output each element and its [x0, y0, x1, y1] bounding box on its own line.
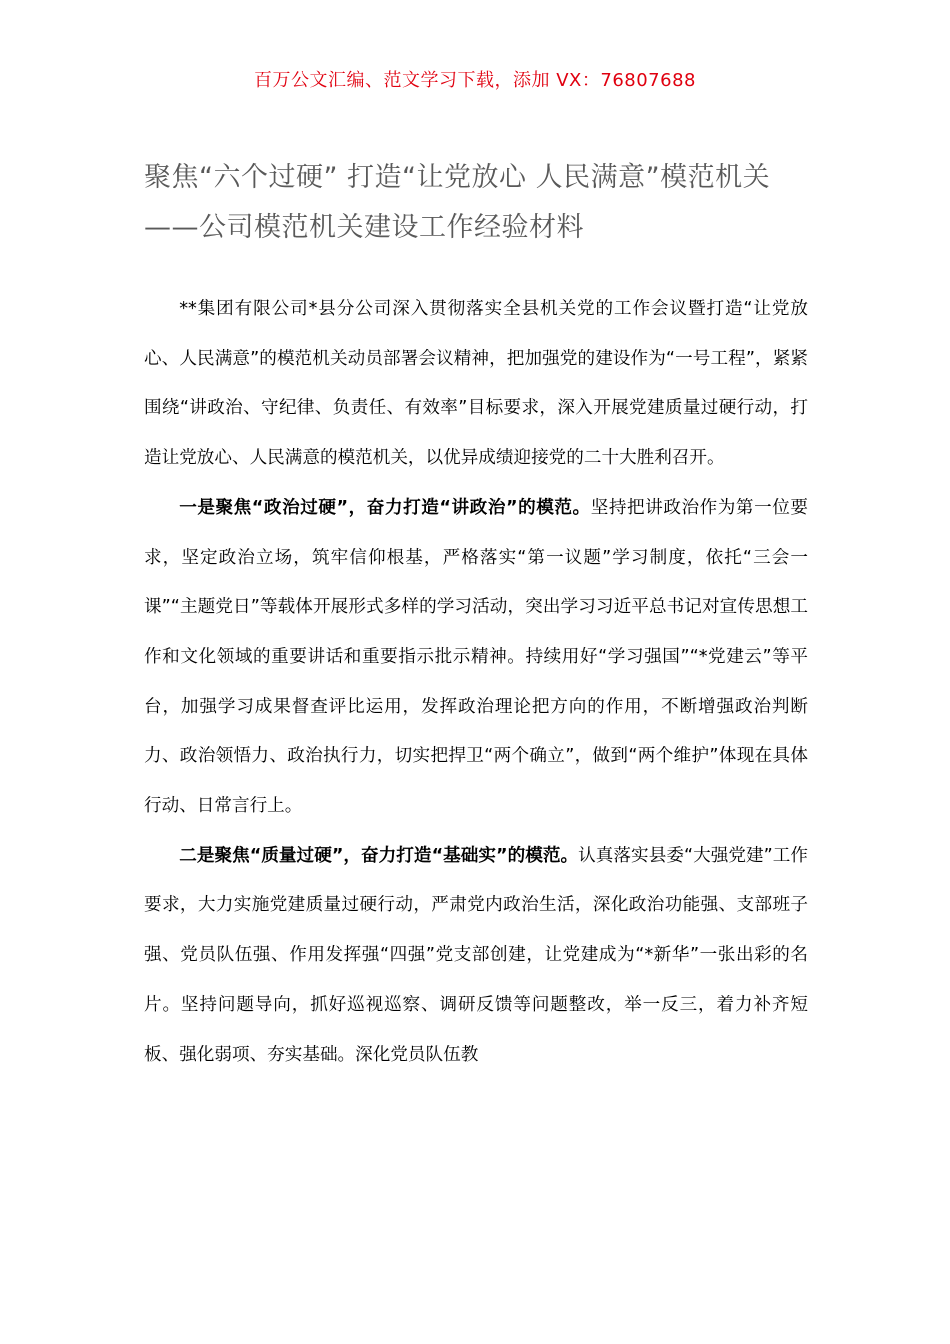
paragraph-text: 坚持把讲政治作为第一位要求，坚定政治立场，筑牢信仰根基，严格落实“第一议题”学习制度，依托“三会一课”“主题党日”等载体开展形式多样的学习活动，突出学习习近平总书记对宣传思想工作和文化领域的重要讲话和重要指示批示精神。持续用好“学习强国”“*党建云”等平台，加强学习成果督查评比运用，发挥政治理论把方向的作用，不断增强政治判断力、政治领悟力、政治执行力，切实把捍卫“两个确立”，做到“两个维护”体现在具体行动、日常言行上。 [144, 497, 808, 817]
paragraph-political [144, 484, 808, 832]
paragraph-text: 认真落实县委“大强党建”工作要求，大力实施党建质量过硬行动，严肃党内政治生活，深化政治功能强、支部班子强、党员队伍强、作用发挥强“四强”党支部创建，让党建成为“*新华”一张出彩的名片。坚持问题导向，抓好巡视巡察、调研反馈等问题整改，举一反三，着力补齐短板、强化弱项、夯实基础。深化党员队伍教 [144, 845, 808, 1065]
paragraph-intro [144, 285, 808, 484]
header-banner: 百万公文汇编、范文学习下载，添加 VX：76807688 [254, 70, 696, 91]
document-body [144, 285, 808, 1080]
paragraph-quality [144, 832, 808, 1081]
paragraph-lead: 二是聚焦“质量过硬”，奋力打造“基础实”的模范。 [179, 845, 579, 866]
paragraph-text: **集团有限公司*县分公司深入贯彻落实全县机关党的工作会议暨打造“让党放心、人民满意”的模范机关动员部署会议精神，把加强党的建设作为“一号工程”，紧紧围绕“讲政治、守纪律、负责任、有效率”目标要求，深入开展党建质量过硬行动，打造让党放心、人民满意的模范机关，以优异成绩迎接党的二十大胜利召开。 [144, 299, 808, 469]
paragraph-lead: 一是聚焦“政治过硬”，奋力打造“讲政治”的模范。 [179, 497, 591, 518]
document-title: 聚焦“六个过硬” 打造“让党放心 人民满意”模范机关——公司模范机关建设工作经验材料 [144, 162, 771, 243]
